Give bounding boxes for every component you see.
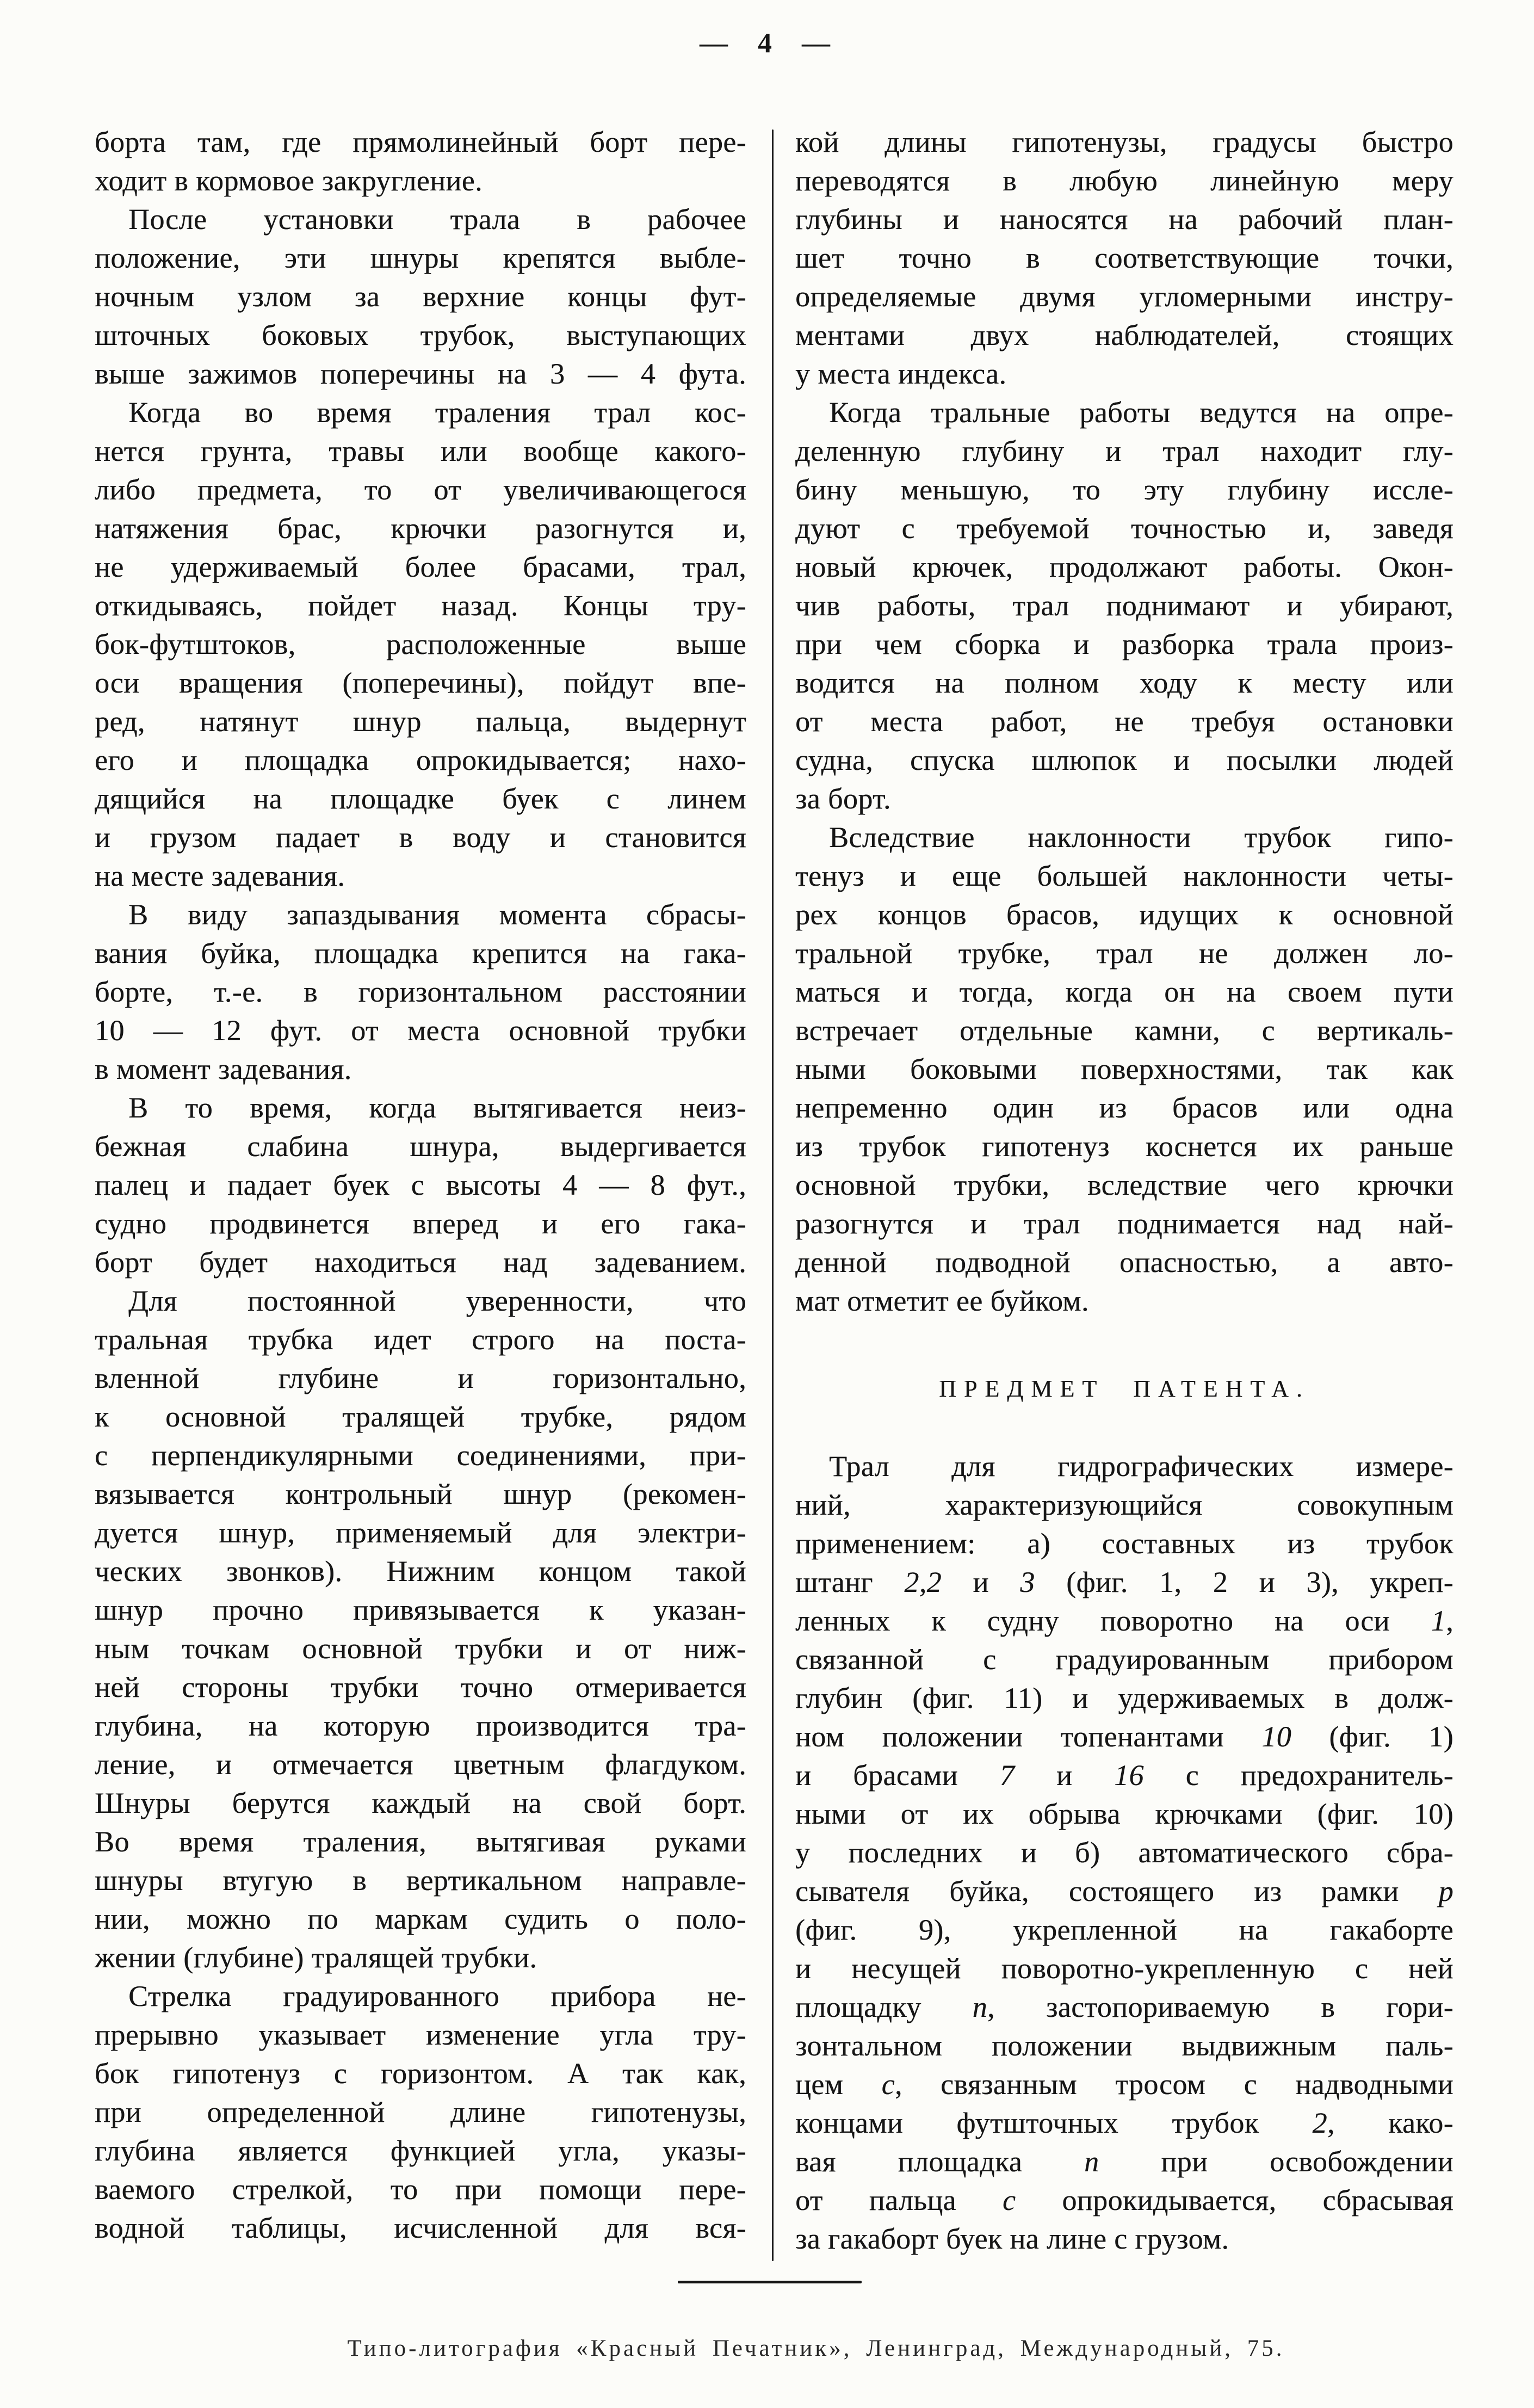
reference-numeral: 16 [1114,1759,1144,1792]
text-line: применением: а) составных из трубок [795,1527,1453,1560]
reference-numeral: 3 [1020,1566,1035,1598]
text-line: глубина является функцией угла, указы- [95,2134,746,2167]
text-line: на месте задевания. [95,860,345,892]
text-line: прерывно указывает изменение угла тру- [95,2018,746,2051]
text-line: тральной трубке, трал не должен ло- [795,937,1453,970]
text-line: при определенной длине гипотенузы, [95,2096,746,2128]
text-line: Когда во время траления трал кос- [128,396,746,429]
text-line: шнуры втугую в вертикальном направле- [95,1864,746,1897]
text-line: бок гипотенуз с горизонтом. А так как, [95,2057,746,2090]
text-line: судно продвинется вперед и его гака- [95,1207,746,1240]
text-line: Во время траления, вытягивая руками [95,1825,746,1858]
text-line: Для постоянной уверенности, что [128,1285,746,1317]
text-line: нии, можно по маркам судить о поло- [95,1903,746,1935]
text-line: и грузом падает в воду и становится [95,821,746,854]
reference-numeral: c [881,2068,895,2101]
text-line: ческих звонков). Нижним концом такой [95,1555,746,1588]
text-line: После установки трала в рабочее [128,203,746,236]
text-line: ление, и отмечается цветным флагдуком. [95,1748,746,1781]
text-line: его и площадка опрокидывается; нахо- [95,744,746,776]
text-line: водной таблицы, исчисленной для вся- [95,2212,746,2244]
section-heading: ПРЕДМЕТ ПАТЕНТА. [939,1375,1310,1402]
text-line: маться и тогда, когда он на своем пути [795,975,1453,1008]
text-line: откидываясь, пойдет назад. Концы тру- [95,589,746,622]
text-line: основной трубки, вследствие чего крючки [795,1169,1453,1201]
text-line: бежная слабина шнура, выдергивается [95,1130,746,1163]
reference-numeral: 7 [999,1759,1015,1792]
text-line: нется грунта, травы или вообще какого- [95,435,746,467]
text-line: не удерживаемый более брасами, трал, [95,551,746,583]
text-line: В то время, когда вытягивается неиз- [128,1091,746,1124]
text-line: (фиг. 9), укрепленной на гакаборте [795,1913,1453,1946]
text-line: к основной тралящей трубке, рядом [95,1400,746,1433]
text-line: дуется шнур, применяемый для электри- [95,1516,746,1549]
text-line: шточных боковых трубок, выступающих [95,319,746,351]
end-of-text-rule [678,2281,862,2283]
text-line: штанг 2,2 и 3 (фиг. 1, 2 и 3), укреп- [795,1566,1453,1598]
text-line: площадку n, застопориваемую в гори- [795,1991,1453,2023]
text-line: положение, эти шнуры крепятся выбле- [95,242,746,274]
text-line: Трал для гидрографических измере- [829,1450,1453,1483]
text-line: ленных к судну поворотно на оси 1, [795,1604,1453,1637]
text-line: борт будет находиться над задеванием. [95,1246,746,1279]
text-line: глубины и наносятся на рабочий план- [795,203,1453,236]
text-line: от места работ, не требуя остановки [795,705,1453,738]
text-line: у места индекса. [795,357,1007,390]
text-line: палец и падает буек с высоты 4 — 8 фут., [95,1169,746,1201]
text-line: переводятся в любую линейную меру [795,164,1453,197]
reference-numeral: n [972,1991,988,2023]
text-line: зонтальном положении выдвижным паль- [795,2029,1453,2062]
text-line: тральная трубка идет строго на поста- [95,1323,746,1356]
text-line: связанной с градуированным прибором [795,1643,1453,1676]
text-line: бок-футштоков, расположенные выше [95,628,746,660]
reference-numeral: n [1084,2145,1099,2178]
text-line: и брасами 7 и 16 с предохранитель- [795,1759,1453,1792]
text-line: шнур прочно привязывается к указан- [95,1594,746,1626]
left-column [95,123,746,2248]
text-line: денной подводной опасностью, а авто- [795,1246,1453,1279]
text-line: концами футшточных трубок 2, како- [795,2107,1453,2139]
text-line: ными от их обрыва крючками (фиг. 10) [795,1798,1453,1830]
text-line: глубина, на которую производится тра- [95,1709,746,1742]
text-line: и несущей поворотно-укрепленную с ней [795,1952,1453,1985]
text-line: натяжения брас, крючки разогнутся и, [95,512,746,545]
text-line: вленной глубине и горизонтально, [95,1362,746,1394]
text-line: ней стороны трубки точно отмеривается [95,1671,746,1703]
reference-numeral: 2,2 [904,1566,942,1598]
text-line: мат отметит ее буйком. [795,1285,1089,1317]
text-line: глубин (фиг. 11) и удерживаемых в долж- [795,1682,1453,1714]
text-line: либо предмета, то от увеличивающегося [95,473,746,506]
reference-numeral: c [1002,2184,1016,2216]
text-line: определяемые двумя угломерными инстру- [795,280,1453,313]
text-line: ред, натянут шнур пальца, выдернут [95,705,746,738]
text-line: ментами двух наблюдателей, стоящих [795,319,1453,351]
text-line: судна, спуска шлюпок и посылки людей [795,744,1453,776]
text-line: ным точкам основной трубки и от ниж- [95,1632,746,1665]
text-line: кой длины гипотенузы, градусы быстро [795,126,1453,158]
text-line: шет точно в соответствующие точки, [795,242,1453,274]
text-line: тенуз и еще большей наклонности четы- [795,860,1453,892]
page-number: — 4 — [700,28,834,59]
reference-numeral: p [1438,1875,1453,1907]
text-line: от пальца c опрокидывается, сбрасывая [795,2184,1453,2216]
text-line: вая площадка n при освобождении [795,2145,1453,2178]
text-line: при чем сборка и разборка трала произ- [795,628,1453,660]
text-line: из трубок гипотенуз коснется их раньше [795,1130,1453,1163]
text-line: Вследствие наклонности трубок гипо- [829,821,1453,854]
text-line: за гакаборт буек на лине с грузом. [795,2222,1229,2255]
text-line: новый крючек, продолжают работы. Окон- [795,551,1453,583]
text-line: непременно один из брасов или одна [795,1091,1453,1124]
text-line: ходит в кормовое закругление. [95,164,483,197]
text-line: оси вращения (поперечины), пойдут впе- [95,666,746,699]
text-line: водится на полном ходу к месту или [795,666,1453,699]
text-line: за борт. [795,782,891,815]
column-divider-line [772,129,774,2261]
text-line: Когда тральные работы ведутся на опре- [829,396,1453,429]
text-line: 10 — 12 фут. от места основной трубки [95,1014,746,1047]
text-line: ными боковыми поверхностями, так как [795,1053,1453,1085]
text-line: дящийся на площадке буек с линем [95,782,746,815]
reference-numeral: 2 [1312,2107,1327,2139]
text-line: сывателя буйка, состоящего из рамки p [795,1875,1453,1907]
text-line: бину меньшую, то эту глубину иссле- [795,473,1453,506]
text-line: дуют с требуемой точностью и, заведя [795,512,1453,545]
reference-numeral: 10 [1261,1720,1292,1753]
reference-numeral: 1 [1431,1604,1446,1637]
text-line: жении (глубине) тралящей трубки. [95,1941,537,1974]
text-line: разогнутся и трал поднимается над най- [795,1207,1453,1240]
imprint-footer: Типо-литография «Красный Печатник», Ленинград, Международный, 75. [347,2336,1285,2361]
text-line: ночным узлом за верхние концы фут- [95,280,746,313]
text-line: рех концов брасов, идущих к основной [795,898,1453,931]
text-line: ваемого стрелкой, то при помощи пере- [95,2173,746,2206]
text-line: борте, т.-е. в горизонтальном расстоянии [95,975,746,1008]
text-line: выше зажимов поперечины на 3 — 4 фута. [95,357,746,390]
text-line: борта там, где прямолинейный борт пере- [95,126,746,158]
text-line: у последних и б) автоматического сбра- [795,1836,1453,1869]
text-line: с перпендикулярными соединениями, при- [95,1439,746,1472]
text-line: ний, характеризующийся совокупным [795,1489,1453,1521]
text-line: в момент задевания. [95,1053,352,1085]
text-line: чив работы, трал поднимают и убирают, [795,589,1453,622]
text-line: Стрелка градуированного прибора не- [128,1980,746,2012]
text-line: ном положении топенантами 10 (фиг. 1) [795,1720,1454,1753]
text-line: цем c, связанным тросом с надводными [795,2068,1454,2101]
text-line: деленную глубину и трал находит глу- [795,435,1453,467]
text-line: вязывается контрольный шнур (рекомен- [95,1478,746,1510]
text-line: В виду запаздывания момента сбрасы- [128,898,746,931]
text-line: Шнуры берутся каждый на свой борт. [95,1787,746,1819]
text-line: вания буйка, площадка крепится на гака- [95,937,746,970]
text-line: встречает отдельные камни, с вертикаль- [795,1014,1453,1047]
right-column [795,123,1453,2258]
